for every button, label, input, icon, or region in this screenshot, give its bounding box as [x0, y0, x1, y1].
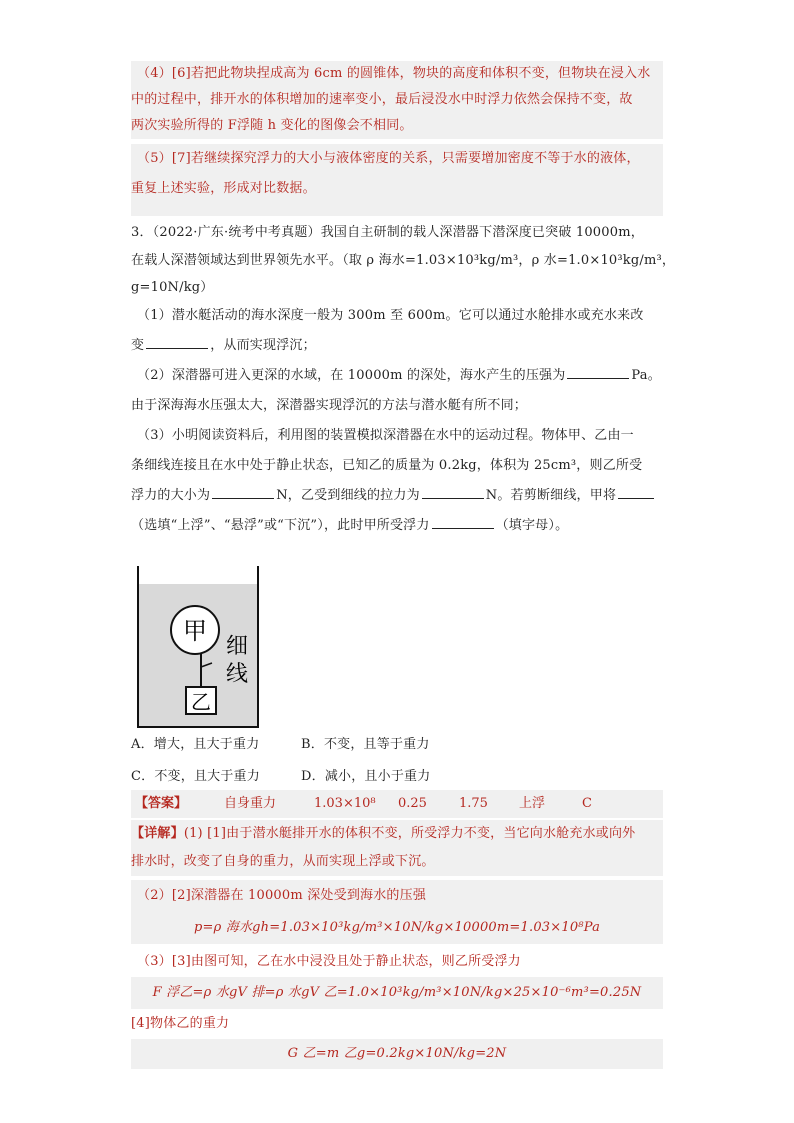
option-b[interactable]: B．不变，且等于重力	[301, 737, 430, 752]
answer-6: C	[582, 796, 592, 811]
answer-blank-1[interactable]	[146, 334, 208, 349]
q3-sub1-pre: 变	[131, 338, 145, 353]
option-a[interactable]: A．增大，且大于重力	[131, 737, 260, 752]
part4-block	[131, 61, 663, 139]
q3-sub3-line1: （3）小明阅读资料后，利用图的装置模拟深潜器在水中的运动过程。物体甲、乙由一	[137, 428, 634, 443]
formula-pressure: p=ρ 海水gh=1.03×10³kg/m³×10N/kg×10000m=1.03×10⁸Pa	[193, 920, 601, 935]
detail-line5: [4]物体乙的重力	[131, 1016, 230, 1031]
formula-buoyancy: F 浮乙=ρ 水gV 排=ρ 水gV 乙=1.0×10³kg/m³×10N/kg×25×10⁻⁶m³=0.25N	[152, 985, 642, 1000]
part4-line1: （4）[6]若把此物块捏成高为 6cm 的圆锥体，物块的高度和体积不变，但物块在浸入水	[137, 66, 651, 81]
label-xian: 线	[225, 662, 249, 687]
q3-sub3-pre2: （选填“上浮”、“悬浮”或“下沉”），此时甲所受浮力	[131, 518, 430, 533]
q3-sub3-pre: 浮力的大小为	[131, 488, 211, 503]
answer-4: 1.75	[459, 796, 488, 811]
part5-line2: 重复上述实验，形成对比数据。	[131, 181, 316, 196]
answer-blank-3[interactable]	[212, 484, 274, 499]
label-jia: 甲	[183, 617, 207, 645]
answer-blank-5[interactable]	[618, 484, 654, 499]
q3-line1: 3．（2022·广东·统考中考真题）我国自主研制的载人深潜器下潜深度已突破 10000m，	[131, 225, 644, 240]
part5-block	[131, 144, 663, 216]
part5-line1: （5）[7]若继续探究浮力的大小与液体密度的关系，只需要增加密度不等于水的液体，	[137, 151, 640, 166]
q3-sub3-line3	[131, 481, 663, 511]
q3-sub1-post: ，从而实现浮沉；	[210, 338, 316, 353]
detail-block-3	[131, 977, 663, 1009]
detail-line3: （2）[2]深潜器在 10000m 深处受到海水的压强	[137, 888, 427, 903]
formula-gravity: G 乙=m 乙g=0.2kg×10N/kg=2N	[287, 1046, 507, 1061]
answer-2: 1.03×10⁸	[314, 796, 376, 811]
q3-sub2-pre: （2）深潜器可进入更深的水域，在 10000m 的深处，海水产生的压强为	[137, 368, 566, 383]
detail-block-4	[131, 1039, 663, 1069]
q3-line2: 在载人深潜领域达到世界领先水平。（取 ρ 海水=1.03×10³kg/m³，ρ 水=1.0×10³kg/m³，	[131, 253, 676, 268]
q3-sub3-line2: 条细线连接且在水中处于静止状态，已知乙的质量为 0.2kg，体积为 25cm³，则乙所受	[131, 458, 643, 473]
label-yi: 乙	[191, 690, 211, 714]
answer-row	[131, 790, 663, 818]
detail-block-2	[131, 880, 663, 944]
q3-sub3-mid: N，乙受到细线的拉力为	[276, 488, 420, 503]
answer-1: 自身重力	[224, 796, 277, 811]
part4-line2: 中的过程中，排开水的体积增加的速率变小，最后浸没水中时浮力依然会保持不变，故	[131, 92, 633, 107]
detail-block-1	[131, 820, 663, 876]
detail-line1	[131, 820, 663, 848]
answer-blank-2[interactable]	[567, 364, 629, 379]
part4-line3: 两次实验所得的 F浮随 h 变化的图像会不相同。	[131, 118, 413, 133]
answer-blank-6[interactable]	[432, 514, 494, 529]
label-xi: 细	[225, 634, 249, 659]
q3-sub1-line1: （1）潜水艇活动的海水深度一般为 300m 至 600m。它可以通过水舱排水或充水来改	[137, 308, 644, 323]
q3-sub2-post: Pa。	[631, 368, 661, 383]
detail-line2: 排水时，改变了自身的重力，从而实现上浮或下沉。	[131, 854, 435, 869]
answer-5: 上浮	[519, 796, 546, 811]
q3-sub2-line2: 由于深海海水压强太大，深潜器实现浮沉的方法与潜水艇有所不同；	[131, 398, 528, 413]
container-figure	[131, 566, 265, 734]
q3-sub2-line1	[131, 361, 663, 391]
question-3	[131, 219, 676, 541]
q3-sub1-line2	[131, 331, 663, 361]
q3-line3: g=10N/kg）	[131, 280, 214, 295]
detail-line4: （3）[3]由图可知，乙在水中浸没且处于静止状态，则乙所受浮力	[137, 954, 521, 969]
q3-sub3-post2: （填字母）。	[495, 518, 569, 533]
q3-sub3-post: N。若剪断细线，甲将	[485, 488, 617, 503]
answer-blank-4[interactable]	[422, 484, 484, 499]
option-c[interactable]: C．不变，且大于重力	[131, 769, 260, 784]
detail-line1-text: (1) [1]由于潜水艇排开水的体积不变，所受浮力不变，当它向水舱充水或向外	[183, 826, 636, 841]
answer-3: 0.25	[398, 796, 427, 811]
answer-tag: 【答案】	[135, 796, 188, 811]
option-d[interactable]: D．减小，且小于重力	[301, 769, 431, 784]
detail-tag: 【详解】	[131, 826, 184, 841]
q3-sub3-line4	[131, 511, 663, 541]
